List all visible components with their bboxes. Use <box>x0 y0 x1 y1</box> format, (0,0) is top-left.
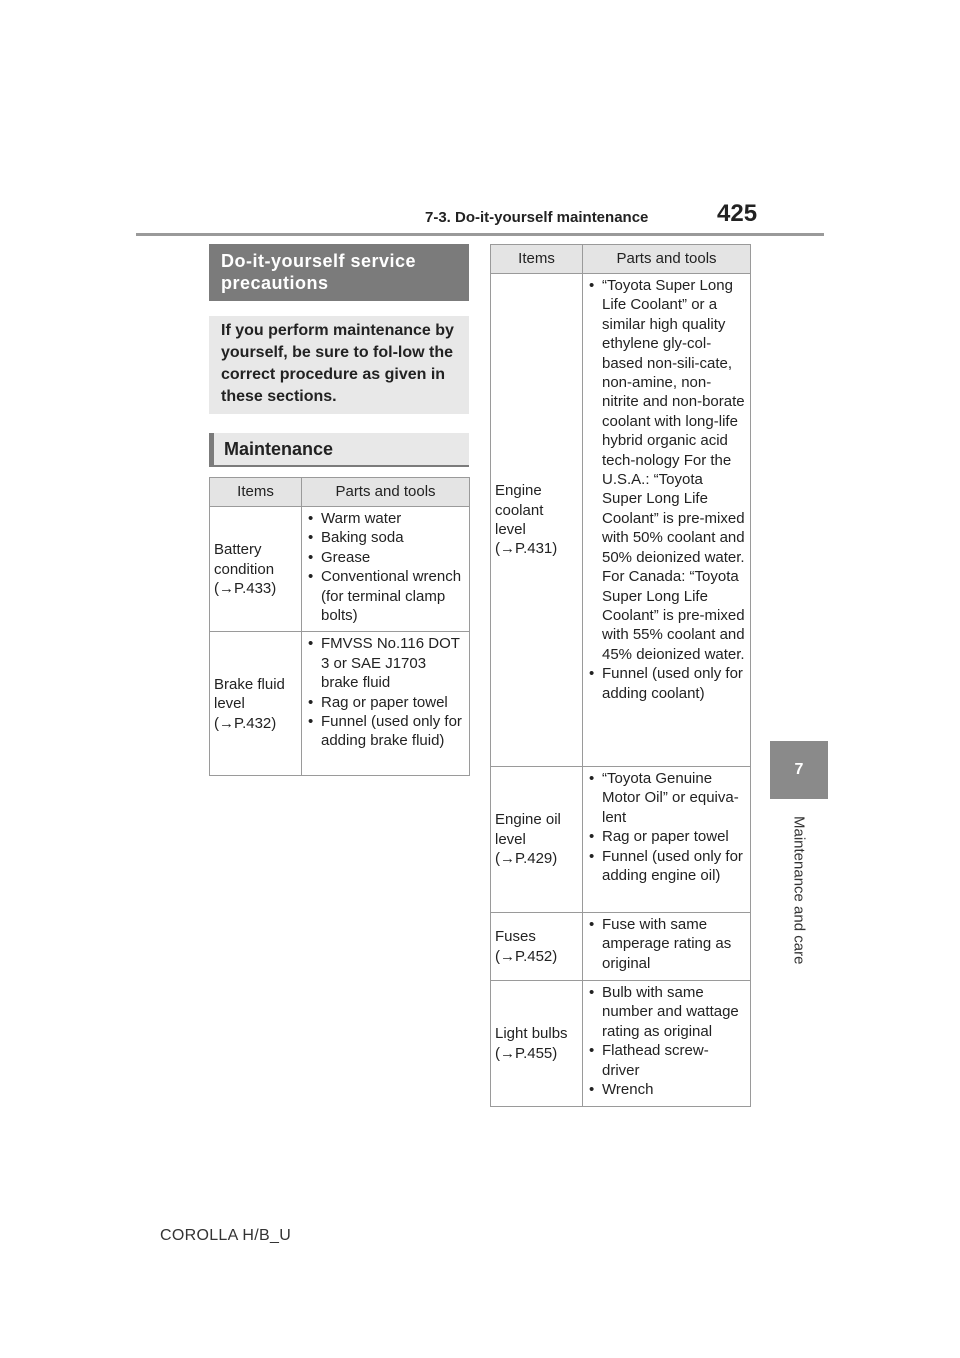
tool-item: • Bulb with same number and wattage rating as original <box>589 983 746 1041</box>
tool-item: • Conventional wrench (for terminal clamp bolts) <box>308 567 465 625</box>
section-title: Do-it-yourself service precautions <box>209 244 469 301</box>
header-divider <box>136 233 824 236</box>
table-row <box>491 913 751 981</box>
tools-cell <box>583 767 751 913</box>
tool-item: • Baking soda <box>308 528 465 547</box>
tools-cell <box>302 507 470 632</box>
page-number: 425 <box>717 200 758 227</box>
maintenance-table-left <box>209 477 470 776</box>
chapter-tab-number: 7 <box>770 741 828 799</box>
intro-text: If you perform maintenance by yourself, be sure to fol-low the correct procedure as given in these sections. <box>209 316 469 414</box>
tools-cell <box>583 913 751 981</box>
tool-item: • Rag or paper towel <box>589 827 746 846</box>
tool-item: • Funnel (used only for adding brake fluid) <box>308 712 465 751</box>
table-row <box>491 274 751 767</box>
tool-item: • Fuse with same amperage rating as original <box>589 915 746 973</box>
tool-item: • Grease <box>308 548 465 567</box>
tool-item: • Flathead screw-driver <box>589 1041 746 1080</box>
item-cell: Brake fluid level (→P.432) <box>210 632 302 776</box>
tool-item: • Wrench <box>589 1080 746 1099</box>
table-header-row <box>210 478 470 507</box>
item-cell: Engine coolant level (→P.431) <box>491 274 583 767</box>
tool-item: • Warm water <box>308 509 465 528</box>
tool-item: • “Toyota Genuine Motor Oil” or equiva-lent <box>589 769 746 827</box>
table-header-row <box>491 245 751 274</box>
tools-cell <box>583 274 751 767</box>
item-cell: Fuses (→P.452) <box>491 913 583 981</box>
column-header-tools: Parts and tools <box>302 478 470 507</box>
running-header-section: 7-3. Do-it-yourself maintenance <box>425 209 649 226</box>
table-row <box>491 767 751 913</box>
tool-item: • Rag or paper towel <box>308 693 465 712</box>
table-row <box>210 507 470 632</box>
column-header-items: Items <box>210 478 302 507</box>
item-cell: Battery condition (→P.433) <box>210 507 302 632</box>
tools-cell <box>302 632 470 776</box>
table-row <box>491 981 751 1107</box>
tool-item: • Funnel (used only for adding coolant) <box>589 664 746 703</box>
footer-model-code: COROLLA H/B_U <box>160 1227 292 1244</box>
tool-item: • “Toyota Super Long Life Coolant” or a similar high quality ethylene gly-col-based non-sili-cate, non-amine, non-nitrite and non-borate coolant with long-life hybrid organic acid tech-nology For the U.S.A.: “Toyota Super Long Life Coolant” is pre-mixed with 50% coolant and 50% deionized water. For Canada: “Toyota Super Long Life Coolant” is pre-mixed with 55% coolant and 45% deionized water. <box>589 276 746 664</box>
maintenance-table-right <box>490 244 751 1107</box>
chapter-title-text: Maintenance and care <box>790 815 808 965</box>
tools-cell <box>583 981 751 1107</box>
subsection-title: Maintenance <box>209 433 469 467</box>
column-header-tools: Parts and tools <box>583 245 751 274</box>
tool-item: • Funnel (used only for adding engine oil) <box>589 847 746 886</box>
tool-item: • FMVSS No.116 DOT 3 or SAE J1703 brake fluid <box>308 634 465 692</box>
column-header-items: Items <box>491 245 583 274</box>
item-cell: Engine oil level (→P.429) <box>491 767 583 913</box>
item-cell: Light bulbs (→P.455) <box>491 981 583 1107</box>
table-row <box>210 632 470 776</box>
chapter-tab-title <box>770 805 828 975</box>
